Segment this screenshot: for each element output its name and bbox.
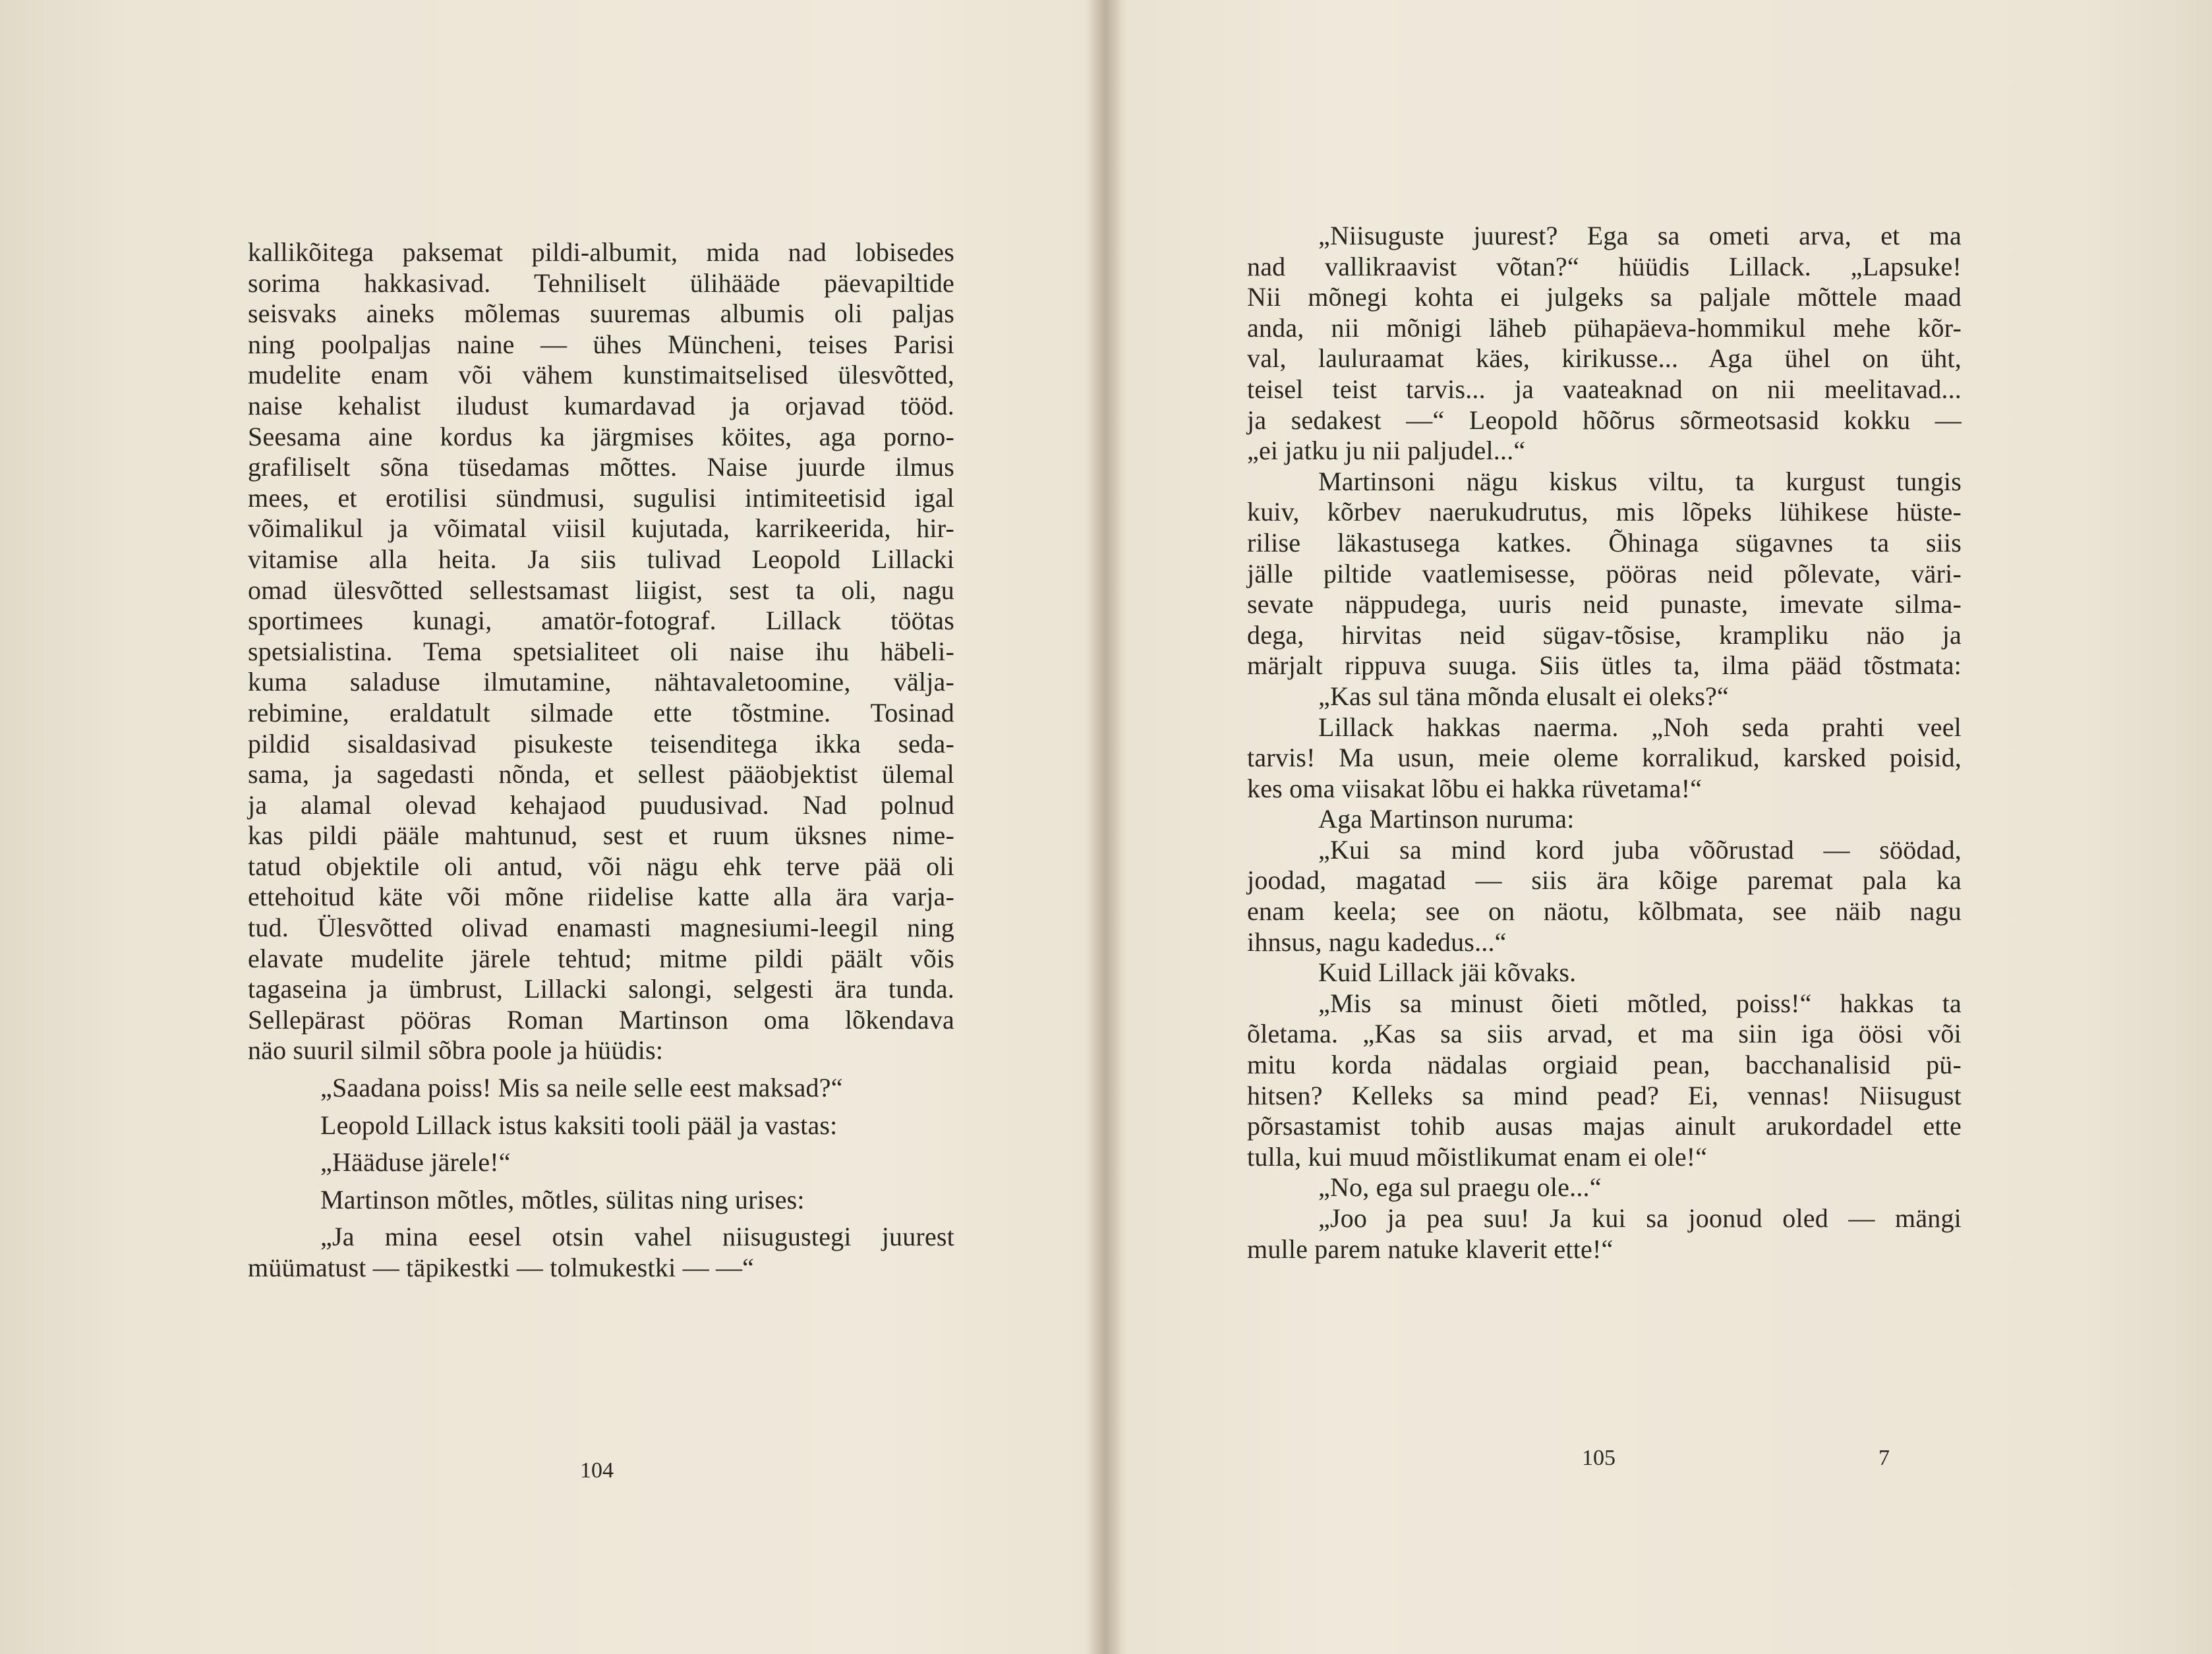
text-line: tagaseina ja ümbrust, Lillacki salongi, selgesti ära tunda.: [248, 974, 954, 1004]
text-line: näo suuril silmil sõbra poole ja hüüdis:: [248, 1035, 664, 1066]
text-line: kuiv, kõrbev naerukudrutus, mis lõpeks lühikese hüste-: [1247, 497, 1962, 527]
text-line: hitsen? Kelleks sa mind pead? Ei, vennas! Niisugust: [1247, 1080, 1962, 1110]
dialogue-line: Martinson mõtles, mõtles, sülitas ning urises:: [320, 1184, 805, 1214]
text-line: omad ülesvõtted sellestsamast liigist, sest ta oli, nagu: [248, 575, 954, 605]
text-line: „Kas sul täna mõnda elusalt ei oleks?“: [1318, 681, 1729, 711]
dialogue-line: Leopold Lillack istus kaksiti tooli pääl ja vastas:: [320, 1110, 838, 1140]
text-line: nad vallikraavist võtan?“ hüüdis Lillack. „Lapsuke!: [1247, 251, 1962, 281]
text-line: mudelite enam või vähem kunstimaitselised ülesvõtted,: [248, 360, 954, 390]
text-line: Martinsoni nägu kiskus viltu, ta kurgust tungis: [1318, 466, 1962, 496]
text-line: dega, hirvitas neid sügav-tõsise, krampliku näo ja: [1247, 619, 1962, 650]
text-line: märjalt rippuva suuga. Siis ütles ta, ilma pääd tõstmata:: [1247, 650, 1962, 681]
text-line: Seesama aine kordus ka järgmises köites, aga porno-: [248, 421, 954, 451]
text-line: vitamise alla heita. Ja siis tulivad Leopold Lillacki: [248, 544, 954, 574]
text-line: mulle parem natuke klaverit ette!“: [1247, 1234, 1614, 1264]
text-line: „Joo ja pea suu! Ja kui sa joonud oled — mängi: [1318, 1203, 1962, 1233]
page-number: 104: [580, 1458, 614, 1483]
text-line: müümatust — täpikestki — tolmukestki — —“: [248, 1253, 755, 1282]
text-line: ettehoitud käte või mõne riidelise katte alla ära varja-: [248, 882, 954, 912]
dialogue-line: „Hääduse järele!“: [320, 1147, 511, 1178]
text-line: kes oma viisakat lõbu ei hakka rüvetama!“: [1247, 773, 1703, 803]
text-line: val, lauluraamat käes, kirikusse... Aga ühel on üht,: [1247, 343, 1962, 374]
text-line: naise kehalist iludust kumardavad ja orjavad tööd.: [248, 390, 954, 420]
text-line: tarvis! Ma usun, meie oleme korralikud, karsked poisid,: [1247, 743, 1962, 773]
text-line: anda, nii mõnigi läheb pühapäeva-hommikul mehe kõr-: [1247, 312, 1962, 343]
text-line: tud. Ülesvõtted olivad enamasti magnesiumi-leegil ning: [248, 913, 954, 943]
text-line: enam keela; see on näotu, kõlbmata, see näib nagu: [1247, 896, 1962, 927]
page-number: 105: [1582, 1446, 1615, 1470]
text-line: Nii mõnegi kohta ei julgeks sa paljale mõttele maad: [1247, 282, 1962, 312]
text-line: mees, et erotilisi sündmusi, sugulisi intimiteetisid igal: [248, 482, 954, 513]
text-line: „Ja mina eesel otsin vahel niisugustegi juurest: [320, 1222, 954, 1252]
text-line: elavate mudelite järele tehtud; mitme pildi päält võis: [248, 943, 954, 973]
text-line: „Kui sa mind kord juba võõrustad — söödad,: [1318, 834, 1962, 865]
text-line: grafiliselt sõna tüsedamas mõttes. Naise juurde ilmus: [248, 452, 954, 482]
text-line: õletama. „Kas sa siis arvad, et ma siin iga öösi või: [1247, 1019, 1962, 1049]
text-line: rilise läkastusega katkes. Õhinaga sügavnes ta siis: [1247, 527, 1962, 557]
text-line: „Niisuguste juurest? Ega sa ometi arva, et ma: [1318, 221, 1962, 250]
text-line: kallikõitega paksemat pildi-albumit, mida nad lobisedes: [248, 237, 954, 267]
text-line: põrsastamist tohib ausas majas ainult arukordadel ette: [1247, 1111, 1962, 1141]
signature-mark: 7: [1878, 1446, 1890, 1470]
text-line: jälle piltide vaatlemisesse, pööras neid põlevate, väri-: [1247, 558, 1962, 588]
text-line: ning poolpaljas naine — ühes Müncheni, teises Parisi: [248, 329, 954, 359]
text-line: „Mis sa minust õieti mõtled, poiss!“ hakkas ta: [1318, 988, 1962, 1018]
text-line: sama, ja sagedasti nõnda, et sellest pääobjektist ülemal: [248, 759, 954, 789]
text-line: joodad, magatad — siis ära kõige paremat pala ka: [1247, 865, 1962, 896]
text-line: „No, ega sul praegu ole...“: [1318, 1172, 1602, 1203]
text-line: ja sedakest —“ Leopold hõõrus sõrmeotsasid kokku —: [1247, 405, 1962, 435]
text-line: Lillack hakkas naerma. „Noh seda prahti veel: [1318, 712, 1962, 742]
text-line: sportimees kunagi, amatör-fotograf. Lillack töötas: [248, 606, 954, 636]
text-line: kas pildi pääle mahtunud, sest et ruum üksnes nime-: [248, 820, 954, 851]
text-line: seisvaks aineks mõlemas suuremas albumis oli paljas: [248, 299, 954, 329]
text-line: ihnsus, nagu kadedus...“: [1247, 927, 1507, 957]
dialogue-line: „Saadana poiss! Mis sa neile selle eest maksad?“: [320, 1073, 843, 1103]
text-line: võimalikul ja võimatal viisil kujutada, karrikeerida, hir-: [248, 513, 954, 544]
right-page-text: [1247, 221, 1962, 1265]
text-line: kuma saladuse ilmutamine, nähtavaletoomine, välja-: [248, 667, 954, 697]
text-line: sevate näppudega, uuris neid punaste, imevate silma-: [1247, 589, 1962, 619]
text-line: sorima hakkasivad. Tehniliselt ülihääde päevapiltide: [248, 268, 954, 298]
text-line: Sellepärast pööras Roman Martinson oma lõkendava: [248, 1004, 954, 1035]
text-line: spetsialistina. Tema spetsialiteet oli naise ihu häbeli-: [248, 636, 954, 666]
text-line: „ei jatku ju nii paljudel...“: [1247, 436, 1526, 466]
right-page: [1111, 0, 2212, 1654]
text-line: teisel teist tarvis... ja vaateaknad on nii meelitavad...: [1247, 374, 1962, 404]
text-line: rebimine, eraldatult silmade ette tõstmine. Tosinad: [248, 697, 954, 727]
text-line: pildid sisaldasivad pisukeste teisenditega ikka seda-: [248, 728, 954, 758]
text-line: tatud objektile oli antud, või nägu ehk terve pää oli: [248, 851, 954, 881]
text-line: tulla, kui muud mõistlikumat enam ei ole!“: [1247, 1141, 1708, 1172]
text-line: ja alamal olevad kehajaod puudusivad. Nad polnud: [248, 789, 954, 820]
left-page-text: [248, 237, 954, 1284]
left-page: [0, 0, 1101, 1654]
text-line: Kuid Lillack jäi kõvaks.: [1318, 957, 1577, 988]
text-line: mitu korda nädalas orgiaid pean, bacchanalisid pü-: [1247, 1050, 1962, 1080]
text-line: Aga Martinson nuruma:: [1318, 804, 1575, 834]
